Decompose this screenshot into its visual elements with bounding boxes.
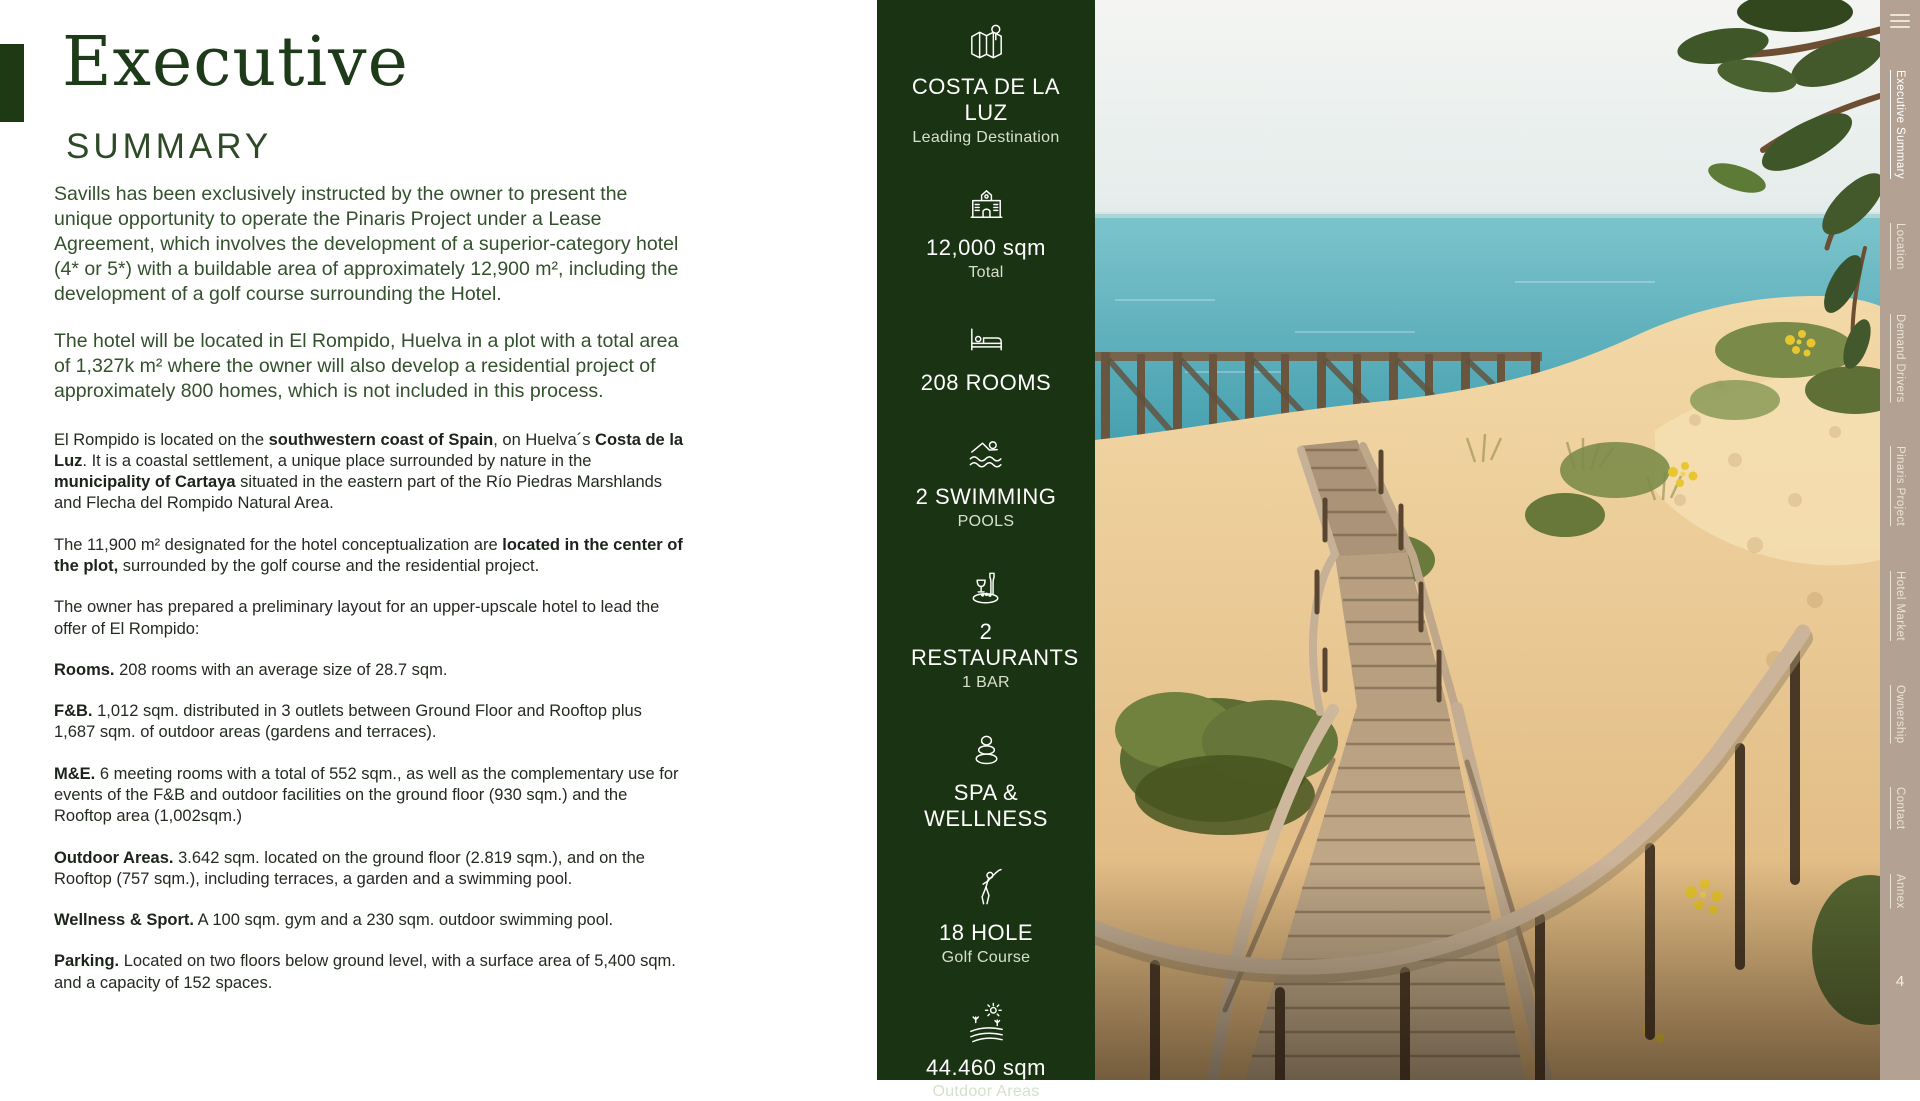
stat-block — [911, 726, 1061, 832]
stat-block — [911, 565, 1079, 692]
paragraph: Outdoor Areas. 3.642 sqm. located on the ground floor (2.819 sqm.), and on the Rooftop (757 sqm.), including terraces, a garden and a swimming pool. — [54, 848, 645, 888]
stat-title: 208 ROOMS — [920, 369, 1052, 395]
page-subtitle: SUMMARY — [66, 127, 273, 166]
nav-list — [1894, 70, 1906, 908]
stat-block — [921, 316, 1051, 396]
title-accent-bar — [0, 44, 24, 122]
paragraph: F&B. 1,012 sqm. distributed in 3 outlets between Ground Floor and Rooftop plus 1,687 sqm. of outdoor areas (gardens and terraces). — [54, 702, 642, 742]
right-nav — [1880, 0, 1920, 1080]
nav-item-executive-summary[interactable]: Executive Summary — [1894, 70, 1906, 180]
nav-item-contact[interactable]: Contact — [1894, 787, 1906, 830]
golf-icon — [963, 866, 1010, 914]
content-area — [0, 0, 877, 1080]
stat-title: 12,000 sqm — [926, 234, 1046, 260]
stat-title: COSTA DE LA LUZ — [911, 74, 1061, 125]
stat-subtitle: Leading Destination — [912, 128, 1060, 146]
map-icon — [963, 20, 1010, 68]
lead-paragraph: The hotel will be located in El Rompido, Huelva in a plot with a total area of 1,327k m² where the owner will also develop a residential project of approximately 800 homes, which is not included in this process. — [54, 329, 679, 402]
restaurant-icon — [963, 565, 1010, 613]
nav-item-location[interactable]: Location — [1894, 223, 1906, 270]
stat-subtitle: 1 BAR — [962, 673, 1010, 691]
stats-panel — [877, 0, 1095, 1101]
stat-block — [916, 430, 1057, 531]
hotel-icon — [963, 181, 1010, 229]
paragraph: Parking. Located on two floors below ground level, with a surface area of 5,400 sqm. and a capacity of 152 spaces. — [54, 952, 676, 992]
lead-paragraph: Savills has been exclusively instructed by the owner to present the unique opportunity to operate the Pinaris Project under a Lease Agreement, which involves the development of a superior-category hotel (4* or 5*) with a buildable area of approximately 12,900 m², including the development of a golf course surrounding the Hotel. — [54, 183, 679, 305]
stat-title: SPA & WELLNESS — [924, 779, 1048, 831]
page-title: Executive — [62, 23, 409, 102]
stat-title: 2 RESTAURANTS — [911, 618, 1079, 670]
nav-item-demand-drivers[interactable]: Demand Drivers — [1894, 313, 1906, 403]
stat-title: 2 SWIMMING — [915, 483, 1057, 509]
paragraph: El Rompido is located on the southwestern coast of Spain, on Huelva´s Costa de la Luz. It is a coastal settlement, a unique place surrounded by nature in the municipality of Cartaya situated in the eastern part of the Río Piedras Marshlands and Flecha del Rompido Natural Area. — [54, 430, 684, 513]
stat-title: 18 HOLE — [939, 919, 1033, 945]
nav-item-hotel-market[interactable]: Hotel Market — [1894, 570, 1906, 641]
swimmer-icon — [962, 430, 1009, 478]
outdoor-icon — [963, 1001, 1010, 1049]
menu-icon[interactable] — [1890, 14, 1910, 28]
paragraph: The 11,900 m² designated for the hotel conceptualization are located in the center of the plot, surrounded by the golf course and the residential project. — [54, 535, 683, 576]
stat-subtitle: POOLS — [957, 512, 1015, 530]
bed-icon — [963, 316, 1010, 364]
stat-block — [939, 866, 1033, 967]
stat-subtitle: Outdoor Areas — [932, 1083, 1040, 1101]
spa-icon — [963, 726, 1010, 774]
body-text — [54, 182, 684, 1014]
nav-item-ownership[interactable]: Ownership — [1894, 684, 1906, 744]
stat-subtitle: Total — [968, 263, 1004, 281]
paragraph: M&E. 6 meeting rooms with a total of 552 sqm., as well as the complementary use for events of the F&B and outdoor facilities on the ground floor (930 sqm.) and the Rooftop area (1,002sqm.) — [54, 764, 679, 826]
beach-boardwalk-illustration — [1095, 0, 1880, 1080]
stat-block — [926, 181, 1046, 282]
paragraph: Rooms. 208 rooms with an average size of 28.7 sqm. — [54, 660, 448, 679]
stat-subtitle: Golf Course — [941, 948, 1031, 966]
hero-photo — [1095, 0, 1880, 1080]
stat-title: 44.460 sqm — [926, 1054, 1046, 1080]
stat-block — [926, 1001, 1046, 1101]
paragraph: Wellness & Sport. A 100 sqm. gym and a 230 sqm. outdoor swimming pool. — [54, 911, 614, 930]
nav-item-annex[interactable]: Annex — [1894, 873, 1906, 909]
paragraph: The owner has prepared a preliminary layout for an upper-upscale hotel to lead the offer of El Rompido: — [54, 598, 660, 638]
page-number: 4 — [1895, 973, 1905, 990]
stat-block — [911, 20, 1061, 147]
nav-item-pinaris-project[interactable]: Pinaris Project — [1894, 446, 1906, 527]
